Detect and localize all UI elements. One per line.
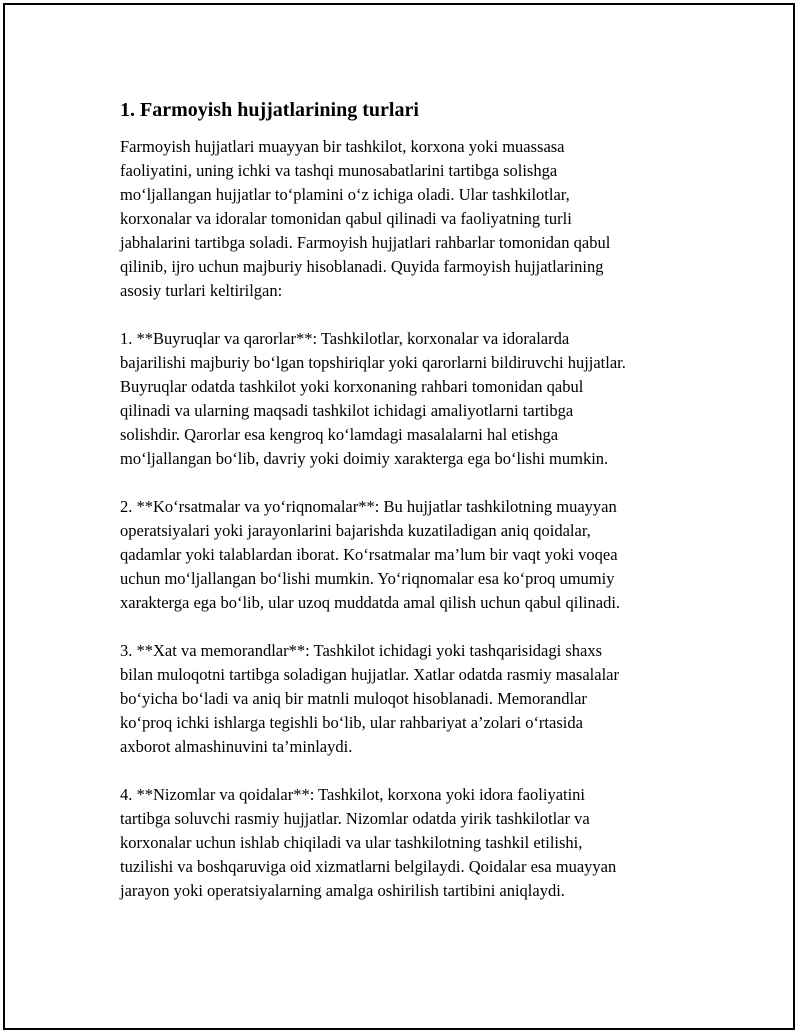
paragraph-line: jabhalarini tartibga soladi. Farmoyish hujjatlari rahbarlar tomonidan qabul — [120, 233, 611, 252]
paragraph-line: faoliyatini, uning ichki va tashqi munosabatlarini tartibga solishga — [120, 161, 558, 180]
paragraph-line: xarakterga ega bo‘lib, ular uzoq muddatda amal qilish uchun qabul qilinadi. — [120, 593, 621, 612]
paragraph-line: solishdir. Qarorlar esa kengroq ko‘lamdagi masalalarni hal etishga — [120, 425, 559, 444]
paragraph-list — [120, 135, 710, 903]
paragraph-line: asosiy turlari keltirilgan: — [120, 281, 283, 300]
paragraph-line: bilan muloqotni tartibga soladigan hujjatlar. Xatlar odatda rasmiy masalalar — [120, 665, 619, 684]
paragraph-line: bo‘yicha bo‘ladi va aniq bir matnli muloqot hisoblanadi. Memorandlar — [120, 689, 587, 708]
paragraph-line: axborot almashinuvini ta’minlaydi. — [120, 737, 353, 756]
paragraph — [120, 495, 710, 615]
paragraph-line: korxonalar uchun ishlab chiqiladi va ular tashkilotning tashkil etilishi, — [120, 833, 583, 852]
paragraph-line: 3. **Xat va memorandlar**: Tashkilot ichidagi yoki tashqarisidagi shaxs — [120, 641, 602, 660]
paragraph-line: mo‘ljallangan hujjatlar to‘plamini o‘z ichiga oladi. Ular tashkilotlar, — [120, 185, 570, 204]
paragraph-line: qilinadi va ularning maqsadi tashkilot ichidagi amaliyotlarni tartibga — [120, 401, 574, 420]
paragraph-line: tuzilishi va boshqaruviga oid xizmatlarni belgilaydi. Qoidalar esa muayyan — [120, 857, 617, 876]
paragraph-line: mo‘ljallangan bo‘lib, davriy yoki doimiy xarakterga ega bo‘lishi mumkin. — [120, 449, 609, 468]
page-frame — [3, 3, 795, 1030]
paragraph-line: qadamlar yoki talablardan iborat. Ko‘rsatmalar ma’lum bir vaqt yoki voqea — [120, 545, 618, 564]
paragraph-line: bajarilishi majburiy bo‘lgan topshiriqlar yoki qarorlarni bildiruvchi hujjatlar. — [120, 353, 626, 372]
paragraph — [120, 327, 710, 471]
paragraph-line: Buyruqlar odatda tashkilot yoki korxonaning rahbari tomonidan qabul — [120, 377, 584, 396]
paragraph-line: ko‘proq ichki ishlarga tegishli bo‘lib, ular rahbariyat a’zolari o‘rtasida — [120, 713, 583, 732]
paragraph-line: korxonalar va idoralar tomonidan qabul qilinadi va faoliyatning turli — [120, 209, 572, 228]
paragraph-line: 1. **Buyruqlar va qarorlar**: Tashkilotlar, korxonalar va idoralarda — [120, 329, 570, 348]
document-body — [120, 97, 710, 927]
paragraph — [120, 135, 710, 303]
paragraph-line: 4. **Nizomlar va qoidalar**: Tashkilot, korxona yoki idora faoliyatini — [120, 785, 586, 804]
paragraph-line: operatsiyalari yoki jarayonlarini bajarishda kuzatiladigan aniq qoidalar, — [120, 521, 591, 540]
paragraph-line: jarayon yoki operatsiyalarning amalga oshirilish tartibini aniqlaydi. — [120, 881, 565, 900]
paragraph — [120, 639, 710, 759]
paragraph-line: tartibga soluvchi rasmiy hujjatlar. Nizomlar odatda yirik tashkilotlar va — [120, 809, 590, 828]
paragraph — [120, 783, 710, 903]
paragraph-line: Farmoyish hujjatlari muayyan bir tashkilot, korxona yoki muassasa — [120, 137, 565, 156]
paragraph-line: uchun mo‘ljallangan bo‘lishi mumkin. Yo‘riqnomalar esa ko‘proq umumiy — [120, 569, 615, 588]
paragraph-line: qilinib, ijro uchun majburiy hisoblanadi. Quyida farmoyish hujjatlarining — [120, 257, 604, 276]
paragraph-line: 2. **Ko‘rsatmalar va yo‘riqnomalar**: Bu hujjatlar tashkilotning muayyan — [120, 497, 617, 516]
document-title: 1. Farmoyish hujjatlarining turlari — [120, 99, 419, 121]
